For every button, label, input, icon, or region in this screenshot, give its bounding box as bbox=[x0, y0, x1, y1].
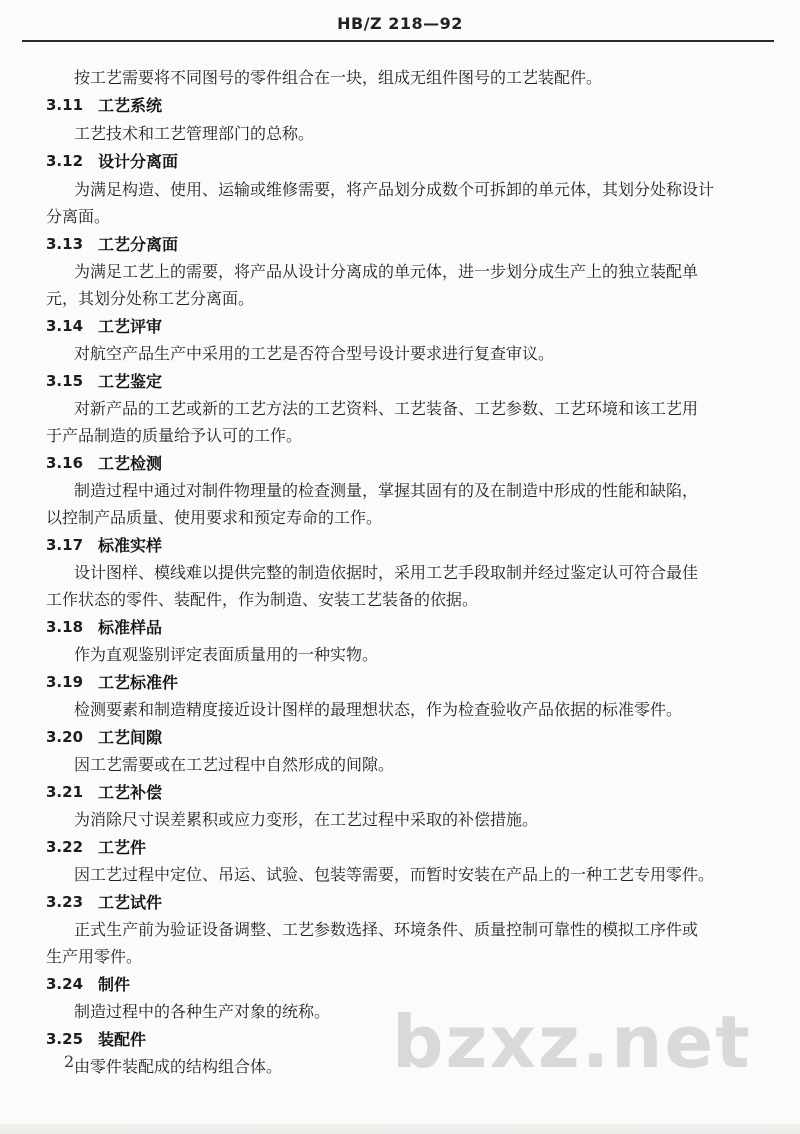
document-code-header: HB/Z 218—92 bbox=[337, 14, 463, 33]
section-number: 3.13 bbox=[46, 235, 84, 253]
section-number: 3.12 bbox=[46, 152, 84, 170]
section-number: 3.25 bbox=[46, 1030, 84, 1048]
section-title: 工艺分离面 bbox=[98, 235, 179, 254]
section-number: 3.17 bbox=[46, 536, 84, 554]
section-title: 工艺试件 bbox=[98, 893, 163, 912]
section-number: 3.15 bbox=[46, 372, 84, 390]
section-title: 制件 bbox=[98, 975, 131, 994]
scan-edge bbox=[0, 1124, 800, 1134]
section-title: 工艺鉴定 bbox=[98, 372, 163, 391]
section-title: 设计分离面 bbox=[98, 152, 179, 171]
section-text: 正式生产前为验证设备调整、工艺参数选择、环境条件、质量控制可靠性的模拟工序件或 bbox=[74, 920, 699, 939]
section-number: 3.21 bbox=[46, 783, 84, 801]
section-text: 因工艺过程中定位、吊运、试验、包装等需要，而暂时安装在产品上的一种工艺专用零件。 bbox=[74, 865, 715, 884]
section-text: 于产品制造的质量给予认可的工作。 bbox=[46, 426, 303, 445]
section-text: 由零件装配成的结构组合体。 bbox=[74, 1057, 283, 1076]
section-text: 制造过程中的各种生产对象的统称。 bbox=[74, 1002, 331, 1021]
section-text: 工作状态的零件、装配件，作为制造、安装工艺装备的依据。 bbox=[46, 590, 479, 609]
section-text: 对航空产品生产中采用的工艺是否符合型号设计要求进行复查审议。 bbox=[74, 344, 555, 363]
section-title: 工艺补偿 bbox=[98, 783, 163, 802]
section-number: 3.18 bbox=[46, 618, 84, 636]
section-title: 装配件 bbox=[98, 1030, 147, 1049]
section-title: 标准实样 bbox=[98, 536, 163, 555]
section-number: 3.24 bbox=[46, 975, 84, 993]
section-title: 工艺系统 bbox=[98, 96, 163, 115]
section-number: 3.22 bbox=[46, 838, 84, 856]
section-title: 工艺评审 bbox=[98, 317, 163, 336]
section-text: 对新产品的工艺或新的工艺方法的工艺资料、工艺装备、工艺参数、工艺环境和该工艺用 bbox=[74, 399, 699, 418]
section-number: 3.19 bbox=[46, 673, 84, 691]
section-number: 3.16 bbox=[46, 454, 84, 472]
section-text: 为满足工艺上的需要，将产品从设计分离成的单元体，进一步划分成生产上的独立装配单 bbox=[74, 262, 699, 281]
section-title: 工艺标准件 bbox=[98, 673, 179, 692]
watermark: bzxz.net bbox=[392, 1000, 752, 1084]
section-title: 工艺检测 bbox=[98, 454, 163, 473]
header-rule bbox=[22, 40, 774, 42]
section-number: 3.23 bbox=[46, 893, 84, 911]
section-text: 制造过程中通过对制件物理量的检查测量，掌握其固有的及在制造中形成的性能和缺陷， bbox=[74, 481, 699, 500]
section-title: 标准样品 bbox=[98, 618, 163, 637]
section-title: 工艺件 bbox=[98, 838, 147, 857]
section-text: 生产用零件。 bbox=[46, 947, 143, 966]
section-number: 3.20 bbox=[46, 728, 84, 746]
section-text: 设计图样、模线难以提供完整的制造依据时，采用工艺手段取制并经过鉴定认可符合最佳 bbox=[74, 563, 699, 582]
section-number: 3.14 bbox=[46, 317, 84, 335]
section-title: 工艺间隙 bbox=[98, 728, 163, 747]
section-text: 因工艺需要或在工艺过程中自然形成的间隙。 bbox=[74, 755, 395, 774]
intro-paragraph: 按工艺需要将不同图号的零件组合在一块，组成无组件图号的工艺装配件。 bbox=[74, 68, 603, 87]
section-number: 3.11 bbox=[46, 96, 84, 114]
section-text: 为消除尺寸误差累积或应力变形，在工艺过程中采取的补偿措施。 bbox=[74, 810, 539, 829]
section-text: 检测要素和制造精度接近设计图样的最理想状态，作为检查验收产品依据的标准零件。 bbox=[74, 700, 683, 719]
section-text: 分离面。 bbox=[46, 207, 111, 226]
section-text: 作为直观鉴别评定表面质量用的一种实物。 bbox=[74, 645, 379, 664]
section-text: 为满足构造、使用、运输或维修需要，将产品划分成数个可拆卸的单元体，其划分处称设计 bbox=[74, 180, 715, 199]
section-text: 元，其划分处称工艺分离面。 bbox=[46, 289, 255, 308]
section-text: 工艺技术和工艺管理部门的总称。 bbox=[74, 124, 315, 143]
section-text: 以控制产品质量、使用要求和预定寿命的工作。 bbox=[46, 508, 383, 527]
page-number: 2 bbox=[64, 1052, 75, 1071]
